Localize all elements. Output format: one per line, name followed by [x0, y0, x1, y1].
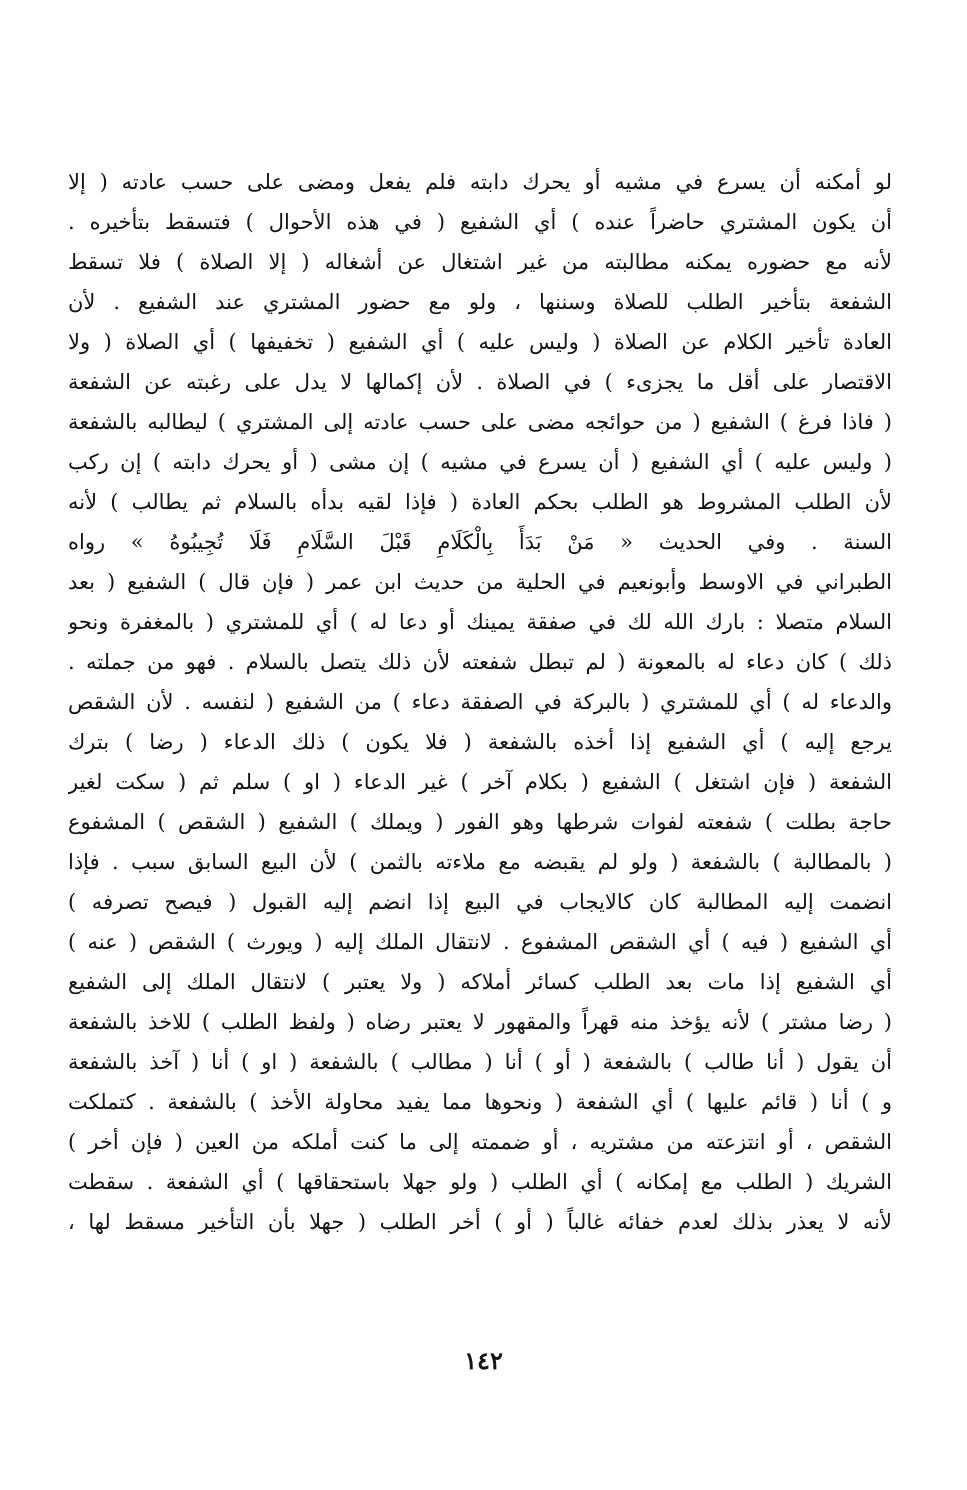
text-line: أن يقول ( أنا طالب ) بالشفعة ( أو ) أنا ( مطالب ) بالشفعة ( او ) أنا ( آخذ بالشفعة [68, 1050, 892, 1074]
text-line: لأنه لا يعذر بذلك لعدم خفائه غالباً ( أو ) أخر الطلب ( جهلا بأن التأخير مسقط لها ، [68, 1210, 892, 1234]
text-line: السلام متصلا : بارك الله لك في صفقة يمينك أو دعا له ) أي للمشتري ( بالمغفرة ونحو [68, 610, 892, 634]
text-line: والدعاء له ) أي للمشتري ( بالبركة في الصفقة دعاء ) من الشفيع ( لنفسه . لأن الشقص [68, 690, 892, 714]
text-line: الشفعة بتأخير الطلب للصلاة وسننها ، ولو مع حضور المشتري عند الشفيع . لأن [68, 290, 892, 314]
text-line: الطبراني في الاوسط وأبونعيم في الحلية من حديث ابن عمر ( فإن قال ) الشفيع ( بعد [68, 570, 892, 594]
text-line: يرجع إليه ) أي الشفيع إذا أخذه بالشفعة ( فلا يكون ) ذلك الدعاء ( رضا ) بترك [68, 730, 892, 754]
text-line: و ) أنا ( قائم عليها ) أي الشفعة ( ونحوها مما يفيد محاولة الأخذ ) بالشفعة . كتملكت [68, 1090, 892, 1114]
text-line: ( وليس عليه ) أي الشفيع ( أن يسرع في مشيه ) إن مشى ( أو يحرك دابته ) إن ركب [68, 450, 892, 474]
text-line: الاقتصار على أقل ما يجزىء ) في الصلاة . لأن إكمالها لا يدل على رغبته عن الشفعة [68, 370, 892, 394]
text-line: لأن الطلب المشروط هو الطلب بحكم العادة ( فإذا لقيه بدأه بالسلام ثم يطالب ) لأنه [68, 490, 892, 514]
text-line: ذلك ) كان دعاء له بالمعونة ( لم تبطل شفعته لأن ذلك يتصل بالسلام . فهو من جملته . [68, 650, 892, 674]
page-number: ١٤٢ [464, 1346, 503, 1375]
text-line: الشريك ( الطلب مع إمكانه ) أي الطلب ( ولو جهلا باستحقاقها ) أي الشفعة . سقطت [68, 1170, 892, 1194]
text-line: انضمت إليه المطالبة كان كالايجاب في البيع إذا انضم إليه القبول ( فيصح تصرفه ) [68, 890, 892, 914]
text-line: الشقص ، أو انتزعته من مشتريه ، أو ضممته إلى ما كنت أملكه من العين ( فإن أخر ) [68, 1130, 892, 1154]
text-line: ( رضا مشتر ) لأنه يؤخذ منه قهراً والمقهور لا يعتبر رضاه ( ولفظ الطلب ) للاخذ بالشفعة [68, 1010, 892, 1034]
text-line: العادة تأخير الكلام عن الصلاة ( وليس عليه ) أي الشفيع ( تخفيفها ) أي الصلاة ( ولا [68, 330, 892, 354]
text-line: أن يكون المشتري حاضراً عنده ) أي الشفيع ( في هذه الأحوال ) فتسقط بتأخيره . [68, 210, 892, 234]
text-line: أي الشفيع إذا مات بعد الطلب كسائر أملاكه ( ولا يعتبر ) لانتقال الملك إلى الشفيع [68, 970, 892, 994]
text-line: ( بالمطالبة ) بالشفعة ( ولو لم يقبضه مع ملاءته بالثمن ) لأن البيع السابق سبب . فإذا [68, 850, 892, 874]
text-line: الشفعة ( فإن اشتغل ) الشفيع ( بكلام آخر ) غير الدعاء ( او ) سلم ثم ( سكت لغير [68, 770, 892, 794]
text-line: لو أمكنه أن يسرع في مشيه أو يحرك دابته فلم يفعل ومضى على حسب عادته ( إلا [68, 170, 892, 194]
text-line: أي الشفيع ( فيه ) أي الشقص المشفوع . لانتقال الملك إليه ( ويورث ) الشقص ( عنه ) [68, 930, 892, 954]
text-line: السنة . وفي الحديث « مَنْ بَدَأَ بِالْكَلَامِ قَبْلَ السَّلَامِ فَلَا تُجِيبُوهُ » رواه [68, 530, 892, 554]
document-body-text [68, 162, 892, 1242]
text-line: ( فاذا فرغ ) الشفيع ( من حوائجه مضى على حسب عادته إلى المشتري ) ليطالبه بالشفعة [68, 410, 892, 434]
text-line: لأنه مع حضوره يمكنه مطالبته من غير اشتغال عن أشغاله ( إلا الصلاة ) فلا تسقط [68, 250, 892, 274]
text-line: حاجة بطلت ) شفعته لفوات شرطها وهو الفور ( ويملك ) الشفيع ( الشقص ) المشفوع [68, 810, 892, 834]
